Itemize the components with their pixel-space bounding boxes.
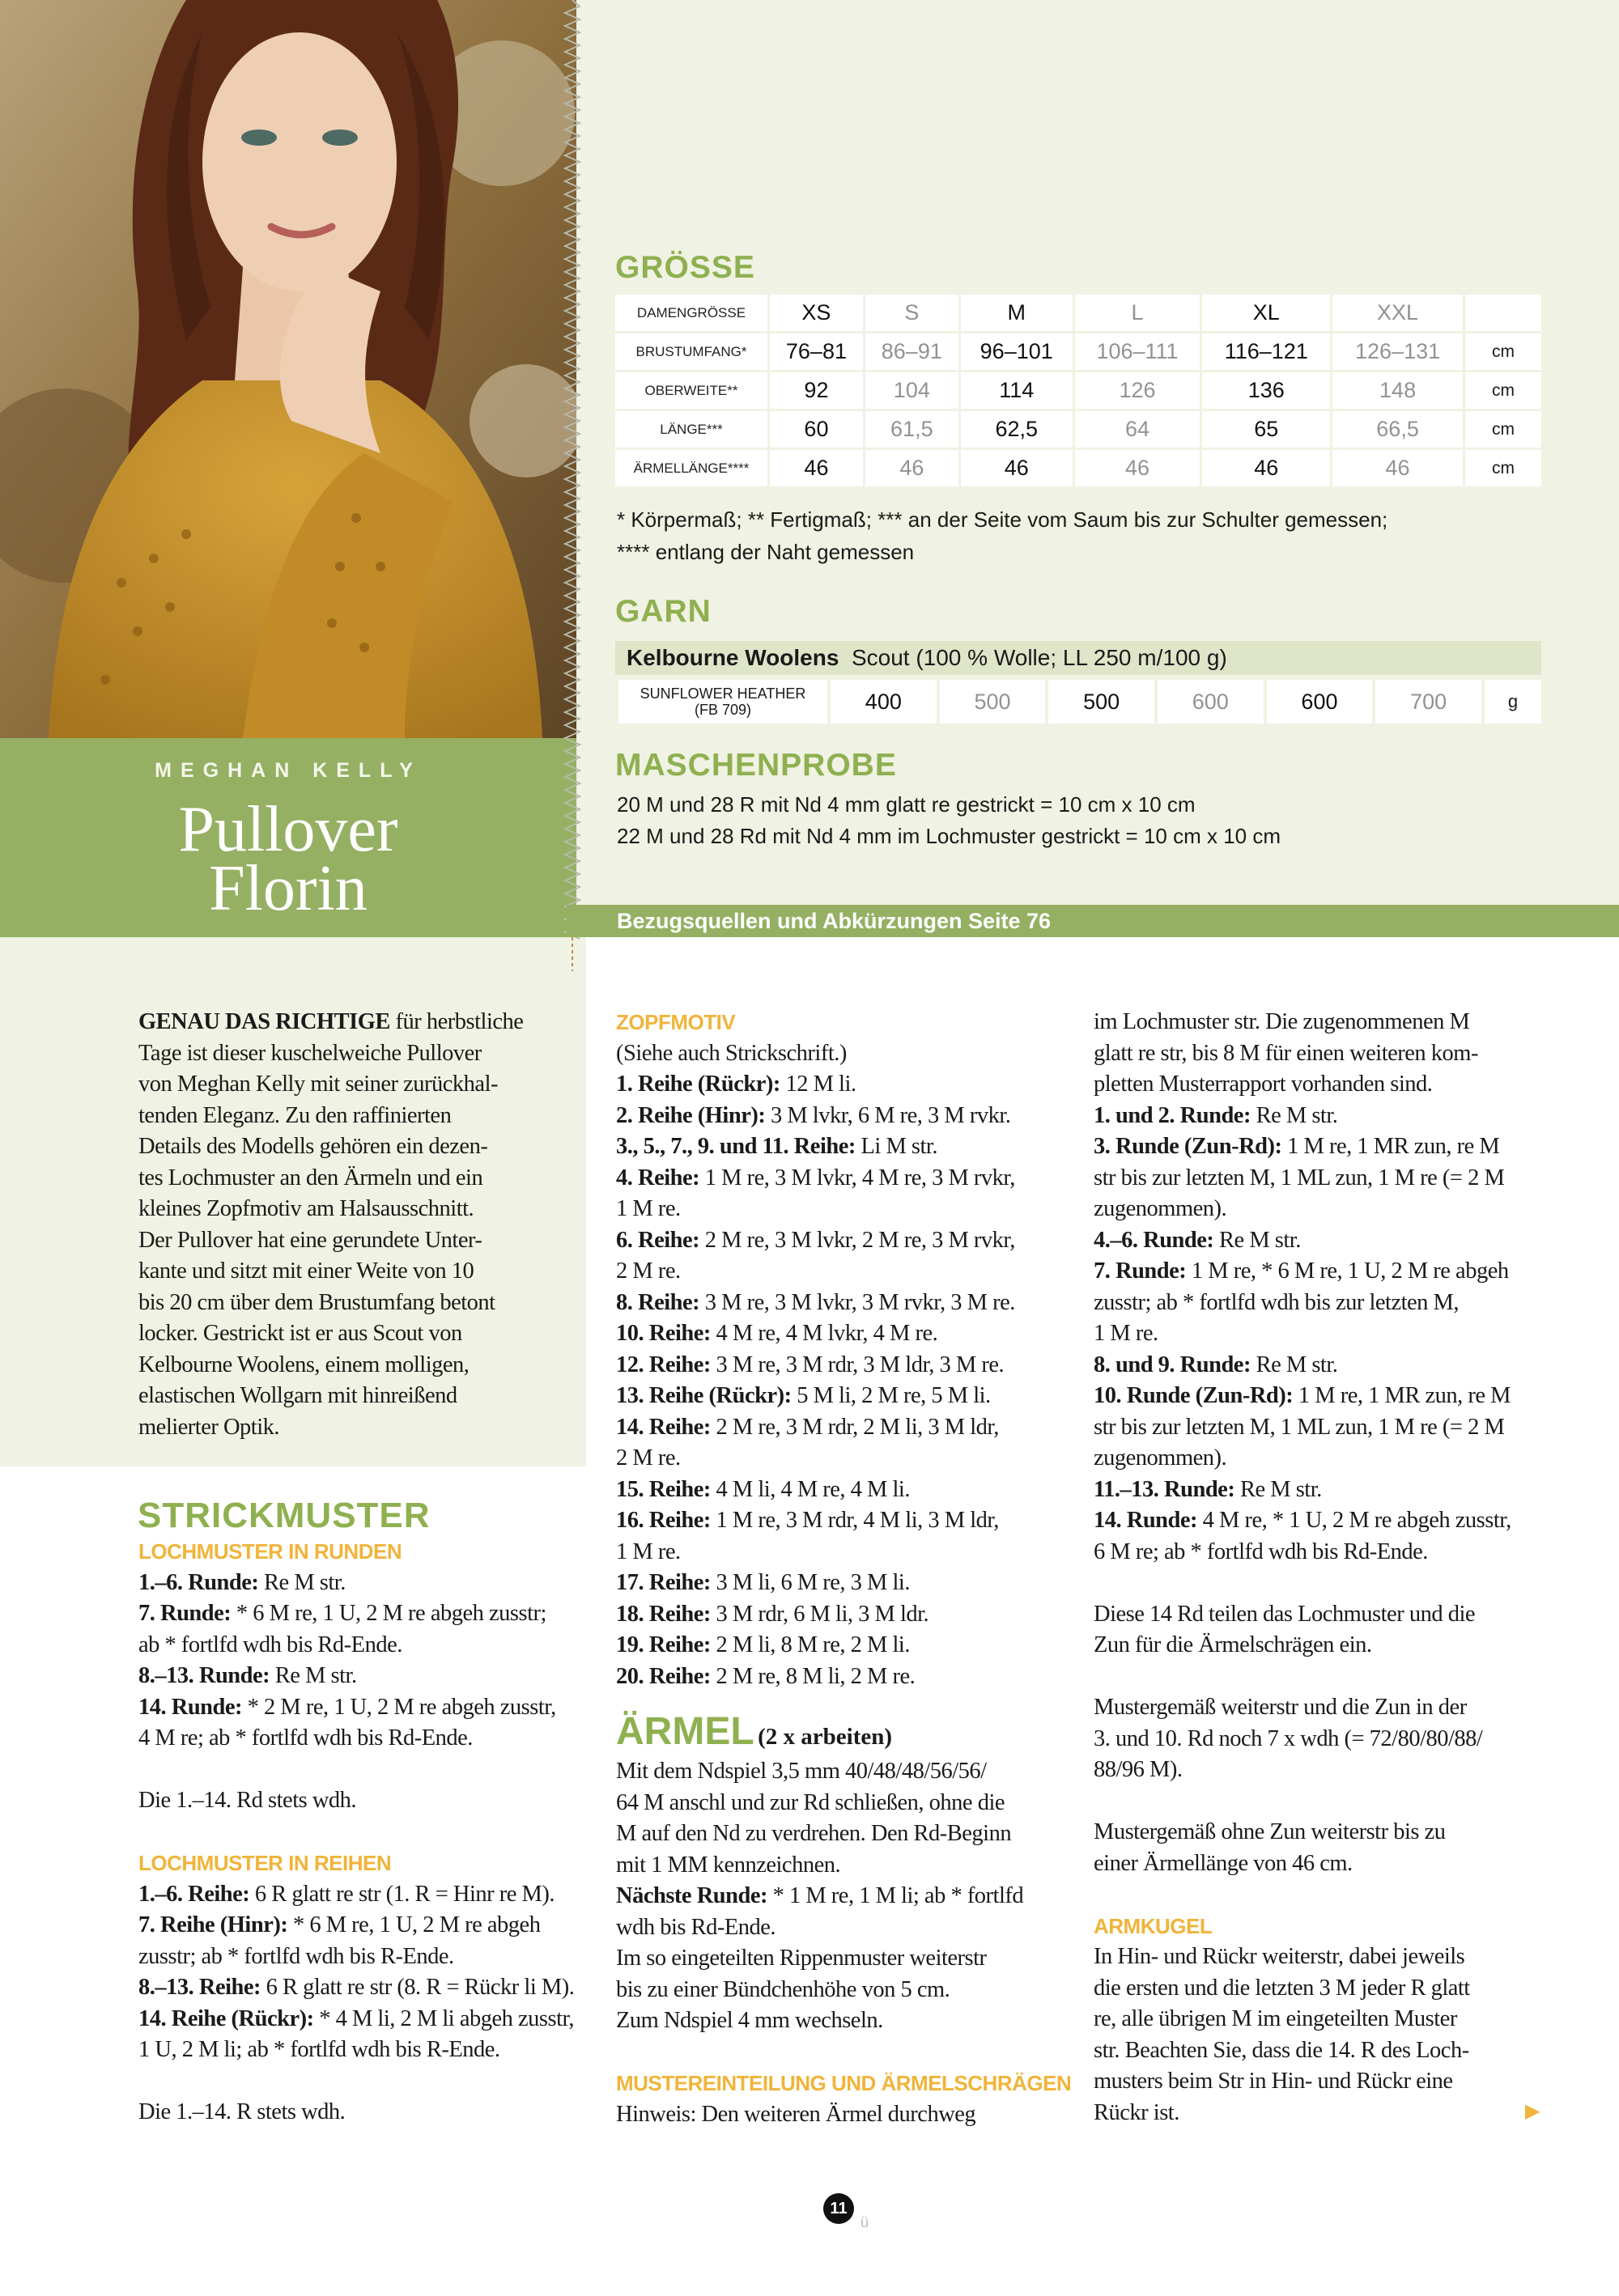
cable-section [616, 1007, 1077, 1692]
line-bold: 2. Reihe (Hinr): [616, 1102, 766, 1128]
line-text: 6 R glatt re str (1. R = Hinr re M). [249, 1881, 555, 1907]
text-line: In Hin- und Rückr weiterstr, dabei jeweils [1094, 1944, 1465, 1969]
text-line: musters beim Str in Hin- und Rückr eine [1094, 2069, 1453, 2094]
text-line [616, 1975, 1077, 2006]
line-bold: 3., 5., 7., 9. und 11. Reihe: [616, 1134, 856, 1159]
line-text: 64 M anschl und zur Rd schließen, ohne die [616, 1789, 1005, 1815]
yarn-brand: Kelbourne Woolens [627, 645, 839, 670]
cell: 65 [1202, 411, 1330, 448]
reference-text: Bezugsquellen und Abkürzungen Seite 76 [617, 909, 1052, 933]
size-footnote-2: **** entlang der Naht gemessen [617, 540, 915, 564]
text-line [1094, 1007, 1579, 1038]
cell: 76–81 [770, 333, 863, 370]
text-line [616, 1630, 1077, 1662]
gauge-heading: MASCHENPROBE [615, 748, 897, 783]
amount: 600 [1267, 680, 1373, 724]
text-line [616, 1943, 1077, 1975]
text-line [1094, 1038, 1579, 1070]
cell: 136 [1202, 372, 1330, 409]
text-line: einer Ärmellänge von 46 cm. [1094, 1850, 1353, 1876]
line-text: 6 M re; ab * fortlfd wdh bis Rd-Ende. [1094, 1538, 1428, 1564]
intro-line: tenden Eleganz. Zu den raffinierten [138, 1102, 452, 1128]
text-line [616, 1881, 1077, 1912]
line-text: 3 M re, 3 M lvkr, 3 M rvkr, 3 M re. [699, 1289, 1015, 1315]
yarn-row [618, 680, 1541, 724]
line-text: str bis zur letzten M, 1 ML zun, 1 M re (= 2 M [1094, 1414, 1505, 1440]
text-line [138, 1568, 592, 1599]
line-bold: 17. Reihe: [616, 1570, 711, 1595]
size-table-corner: DAMENGRÖSSE [615, 295, 767, 331]
yarn-description-bar [615, 641, 1541, 675]
cell: 46 [1332, 450, 1463, 486]
text-line [616, 1256, 1077, 1288]
text-line [616, 1912, 1077, 1944]
text-line [1094, 1069, 1579, 1101]
line-bold: 8.–13. Runde: [138, 1663, 270, 1688]
cell: 116–121 [1202, 333, 1330, 370]
yarn-heading: GARN [615, 594, 712, 629]
cell: 148 [1332, 372, 1463, 409]
line-text: 3 M lvkr, 6 M re, 3 M rvkr. [765, 1102, 1011, 1128]
gauge-line-1: 20 M und 28 R mit Nd 4 mm glatt re gestrickt = 10 cm x 10 cm [617, 792, 1196, 817]
cap-heading: ARMKUGEL [1094, 1913, 1213, 1938]
cell: 46 [770, 450, 863, 486]
line-text: 1 M re. [616, 1538, 681, 1564]
cell: 96–101 [961, 333, 1073, 370]
unit-header [1465, 295, 1541, 331]
line-bold: 1.–6. Reihe: [138, 1881, 250, 1907]
text-line: Zun für die Ärmelschrägen ein. [1094, 1632, 1372, 1657]
cell: 92 [770, 372, 863, 409]
intro-line: Details des Modells gehören ein dezen- [138, 1134, 488, 1159]
row-label: BRUSTUMFANG* [615, 333, 767, 370]
intro-line: tes Lochmuster an den Ärmeln und ein [138, 1165, 483, 1190]
line-text: 1 M re. [1094, 1321, 1158, 1346]
size-footnote-1: * Körpermaß; ** Fertigmaß; *** an der Seite vom Saum bis zur Schulter gemessen; [617, 507, 1388, 532]
line-text: zugenommen). [1094, 1196, 1227, 1221]
line-text: ab * fortlfd wdh bis Rd-Ende. [138, 1632, 402, 1657]
division-line: Hinweis: Den weiteren Ärmel durchweg [616, 2101, 976, 2127]
size-l: L [1075, 295, 1200, 331]
text-line [616, 1350, 1077, 1381]
page-mark: ü [860, 2214, 869, 2230]
cell: 64 [1075, 411, 1200, 448]
text-line [616, 1318, 1077, 1350]
round-pattern-note: Die 1.–14. Rd stets wdh. [138, 1788, 357, 1813]
cell: 46 [1202, 450, 1330, 486]
text-line [138, 1630, 592, 1662]
line-text: zusstr; ab * fortlfd wdh bis zur letzten M, [1094, 1289, 1460, 1315]
note-paragraph-1 [1094, 1599, 1579, 1662]
text-line [138, 1879, 592, 1911]
line-text: M auf den Nd zu verdrehen. Den Rd-Beginn [616, 1821, 1012, 1846]
size-header-row [615, 295, 1541, 331]
text-line [616, 1194, 1077, 1225]
line-text: 3 M re, 3 M rdr, 3 M ldr, 3 M re. [710, 1352, 1005, 1377]
line-text: 2 M re, 3 M lvkr, 2 M re, 3 M rvkr, [699, 1227, 1015, 1253]
strickmuster-heading: STRICKMUSTER [138, 1496, 431, 1535]
text-line [616, 1412, 1077, 1444]
yarn-amount-table [615, 677, 1545, 727]
text-line [1094, 1350, 1579, 1381]
round-pattern-section [138, 1536, 592, 2128]
line-bold: 19. Reihe: [616, 1632, 711, 1657]
text-line [138, 2004, 592, 2035]
line-bold: 20. Reihe: [616, 1663, 711, 1689]
sleeve-heading-note: (2 x arbeiten) [758, 1724, 893, 1750]
text-line [138, 1661, 592, 1692]
intro-line: locker. Gestrickt ist er aus Scout von [138, 1321, 462, 1346]
text-line [1094, 1318, 1579, 1350]
cable-lines [616, 1038, 1077, 1693]
line-bold: 10. Runde (Zun-Rd): [1094, 1383, 1294, 1408]
line-bold: 7. Reihe (Hinr): [138, 1912, 288, 1937]
text-line [138, 1692, 592, 1724]
line-bold: 14. Runde: [1094, 1508, 1198, 1533]
text-line: Mustergemäß weiterstr und die Zun in der [1094, 1695, 1467, 1720]
text-line [1094, 1443, 1579, 1475]
intro-line [138, 1007, 576, 1038]
page-number: 11 [823, 2193, 854, 2224]
text-line [616, 1038, 1077, 1070]
size-row [615, 411, 1541, 448]
text-line [1094, 1412, 1579, 1444]
text-line [616, 1288, 1077, 1319]
text-line [1094, 1225, 1579, 1257]
text-line: Diese 14 Rd teilen das Lochmuster und die [1094, 1601, 1476, 1627]
text-line [138, 2035, 592, 2066]
line-text: 2 M re, 3 M rdr, 2 M li, 3 M ldr, [710, 1414, 999, 1440]
size-row [615, 450, 1541, 486]
intro-lead: GENAU DAS RICHTIGE [138, 1009, 390, 1034]
text-line: Rückr ist. [1094, 2099, 1179, 2125]
text-line [616, 1505, 1077, 1537]
size-m: M [961, 295, 1073, 331]
row-label: OBERWEITE** [615, 372, 767, 409]
line-text: Re M str. [1250, 1102, 1338, 1128]
text-line: re, alle übrigen M im eingeteilten Muster [1094, 2006, 1457, 2031]
line-text: Re M str. [1213, 1227, 1301, 1253]
line-text: zugenommen). [1094, 1445, 1227, 1471]
sleeve-heading: ÄRMEL [616, 1710, 754, 1753]
text-line [138, 1942, 592, 1973]
line-text: 1 M re, * 6 M re, 1 U, 2 M re abgeh [1186, 1258, 1509, 1284]
round-pattern-heading: LOCHMUSTER IN RUNDEN [138, 1539, 402, 1564]
size-heading: GRÖSSE [615, 250, 755, 285]
line-bold: 4.–6. Runde: [1094, 1227, 1214, 1253]
round-pattern-lines [138, 1568, 592, 1755]
text-line [616, 1756, 1077, 1788]
line-bold: 8. und 9. Runde: [1094, 1352, 1251, 1377]
unit-cell: cm [1465, 411, 1541, 448]
line-text: 2 M re. [616, 1445, 681, 1471]
size-row [615, 372, 1541, 409]
column-3 [1094, 1007, 1579, 2128]
line-text: (Siehe auch Strickschrift.) [616, 1040, 847, 1066]
unit-cell: cm [1465, 372, 1541, 409]
model-photo [0, 0, 576, 738]
line-text: * 4 M li, 2 M li abgeh zusstr, [313, 2005, 574, 2031]
cell: 106–111 [1075, 333, 1200, 370]
amount: 600 [1158, 680, 1264, 724]
yarn-color [618, 680, 827, 724]
line-bold: 1. und 2. Runde: [1094, 1102, 1251, 1128]
cell: 46 [865, 450, 958, 486]
line-text: Re M str. [1250, 1352, 1338, 1377]
size-row [615, 333, 1541, 370]
row-pattern-lines [138, 1879, 592, 2066]
line-bold: 8. Reihe: [616, 1289, 700, 1315]
text-line [616, 1131, 1077, 1163]
line-text: 1 M re, 1 MR zun, re M [1281, 1134, 1500, 1159]
line-text: 2 M li, 8 M re, 2 M li. [710, 1632, 910, 1657]
line-text: 4 M li, 4 M re, 4 M li. [710, 1476, 910, 1502]
line-text: 3 M li, 6 M re, 3 M li. [710, 1570, 910, 1595]
row-label: LÄNGE*** [615, 411, 767, 448]
text-line [616, 1101, 1077, 1132]
text-line [616, 1475, 1077, 1506]
cell: 126–131 [1332, 333, 1463, 370]
size-xxl: XXL [1332, 295, 1463, 331]
line-text: Re M str. [1234, 1476, 1322, 1502]
line-bold: 6. Reihe: [616, 1227, 700, 1253]
zigzag-divider [562, 0, 583, 971]
text-line [1094, 1131, 1579, 1163]
text-line [1094, 1475, 1579, 1506]
text-line [616, 1819, 1077, 1850]
text-line: str. Beachten Sie, dass die 14. R des Loch- [1094, 2037, 1469, 2063]
line-bold: 1.–6. Runde: [138, 1569, 259, 1595]
row-label: ÄRMELLÄNGE**** [615, 450, 767, 486]
author-name: MEGHAN KELLY [155, 759, 422, 782]
text-line [138, 1910, 592, 1942]
intro-line: elastischen Wollgarn mit hinreißend [138, 1383, 457, 1408]
text-line: Mustergemäß ohne Zun weiterstr bis zu [1094, 1819, 1446, 1844]
line-text: * 2 M re, 1 U, 2 M re abgeh zusstr, [242, 1694, 556, 1720]
size-s: S [865, 295, 958, 331]
amount: 400 [831, 680, 937, 724]
line-bold: 14. Reihe (Rückr): [138, 2005, 314, 2031]
pattern-title-line1: Pullover [178, 794, 398, 865]
text-line [616, 1537, 1077, 1568]
line-bold: 15. Reihe: [616, 1476, 711, 1502]
line-text: glatt re str, bis 8 M für einen weiteren kom- [1094, 1040, 1478, 1066]
line-text: 3 M rdr, 6 M li, 3 M ldr. [710, 1601, 929, 1627]
intro-text [138, 1007, 576, 1443]
line-text: 2 M re, 8 M li, 2 M re. [710, 1663, 916, 1689]
pattern-title-line2: Florin [209, 853, 368, 924]
line-text: zusstr; ab * fortlfd wdh bis R-Ende. [138, 1943, 454, 1969]
line-text: 4 M re, * 1 U, 2 M re abgeh zusstr, [1197, 1508, 1511, 1533]
sleeve-heading-wrap [616, 1709, 892, 1754]
division-heading: MUSTEREINTEILUNG UND ÄRMELSCHRÄGEN [616, 2071, 1072, 2095]
line-text: str bis zur letzten M, 1 ML zun, 1 M re (= 2 M [1094, 1165, 1505, 1190]
line-text: mit 1 MM kennzeichnen. [616, 1852, 841, 1878]
text-line [138, 1972, 592, 2004]
text-line [616, 1443, 1077, 1475]
text-line [1094, 1381, 1579, 1412]
line-text: 1 M re, 1 MR zun, re M [1293, 1383, 1511, 1408]
cell: 114 [961, 372, 1073, 409]
intro-line: Tage ist dieser kuschelweiche Pullover [138, 1040, 482, 1066]
text-line [1094, 1537, 1579, 1568]
line-text: 1 M re, 3 M lvkr, 4 M re, 3 M rvkr, [699, 1165, 1015, 1190]
intro-line: von Meghan Kelly mit seiner zurückhal- [138, 1072, 498, 1097]
line-bold: 7. Runde: [138, 1601, 232, 1626]
cell: 46 [1075, 450, 1200, 486]
line-text: * 1 M re, 1 M li; ab * fortlfd [767, 1883, 1024, 1908]
note-paragraph-3 [1094, 1817, 1579, 1879]
line-bold: 14. Reihe: [616, 1414, 711, 1440]
line-text: bis zu einer Bündchenhöhe von 5 cm. [616, 1976, 950, 2002]
line-text: wdh bis Rd-Ende. [616, 1914, 776, 1940]
line-bold: 7. Runde: [1094, 1258, 1187, 1284]
text-line: 88/96 M). [1094, 1757, 1183, 1782]
text-line [616, 1568, 1077, 1599]
text-line [138, 1598, 592, 1630]
line-bold: 13. Reihe (Rückr): [616, 1383, 792, 1408]
line-text: * 6 M re, 1 U, 2 M re abgeh zusstr; [231, 1601, 546, 1626]
unit-cell: cm [1465, 450, 1541, 486]
text-line [138, 1723, 592, 1755]
cell: 46 [961, 450, 1073, 486]
line-bold: 14. Runde: [138, 1694, 243, 1720]
line-text: 5 M li, 2 M re, 5 M li. [791, 1383, 991, 1408]
line-text: * 6 M re, 1 U, 2 M re abgeh [287, 1912, 541, 1937]
text-line: die ersten und die letzten 3 M jeder R glatt [1094, 1975, 1470, 2001]
row-pattern-note: Die 1.–14. R stets wdh. [138, 2099, 346, 2124]
line-bold: 12. Reihe: [616, 1352, 711, 1377]
line-text: Mit dem Ndspiel 3,5 mm 40/48/48/56/56/ [616, 1759, 987, 1784]
row-pattern-heading: LOCHMUSTER IN REIHEN [138, 1851, 392, 1875]
size-xl: XL [1202, 295, 1330, 331]
cell: 66,5 [1332, 411, 1463, 448]
line-bold: 8.–13. Reihe: [138, 1975, 261, 2000]
unit-cell: cm [1465, 333, 1541, 370]
cell: 86–91 [865, 333, 958, 370]
text-line [616, 1225, 1077, 1257]
text-line [1094, 1194, 1579, 1225]
cap-lines [1094, 1942, 1579, 2128]
text-line [616, 1069, 1077, 1101]
line-text: 4 M re; ab * fortlfd wdh bis Rd-Ende. [138, 1725, 473, 1751]
text-line [1094, 1288, 1579, 1319]
text-line [616, 1163, 1077, 1195]
amount: 500 [1048, 680, 1154, 724]
sleeve-lines [616, 1756, 1077, 2037]
amount-unit: g [1485, 680, 1541, 724]
line-text: 12 M li. [780, 1072, 856, 1097]
cell: 62,5 [961, 411, 1073, 448]
cell: 126 [1075, 372, 1200, 409]
text-line: 3. und 10. Rd noch 7 x wdh (= 72/80/80/88/ [1094, 1725, 1483, 1751]
line-bold: 4. Reihe: [616, 1165, 700, 1190]
sleeve-increase-lines [1094, 1007, 1579, 1568]
line-bold: Nächste Runde: [616, 1883, 767, 1908]
cell: 61,5 [865, 411, 958, 448]
line-text: 1 M re, 3 M rdr, 4 M li, 3 M ldr, [710, 1508, 999, 1533]
cell: 104 [865, 372, 958, 409]
text-line [1094, 1101, 1579, 1132]
text-line [1094, 1256, 1579, 1288]
text-line [616, 1788, 1077, 1819]
yarn-color-name: SUNFLOWER HEATHER [640, 685, 806, 702]
line-text: 4 M re, 4 M lvkr, 4 M re. [710, 1321, 938, 1346]
text-line [616, 2005, 1077, 2037]
line-text: Re M str. [270, 1663, 357, 1688]
line-text: Re M str. [258, 1569, 346, 1595]
line-bold: 11.–13. Runde: [1094, 1476, 1235, 1502]
line-text: 1 U, 2 M li; ab * fortlfd wdh bis R-Ende. [138, 2037, 500, 2062]
intro-lines [138, 1038, 576, 1444]
line-bold: 10. Reihe: [616, 1321, 711, 1346]
yarn-description: Scout (100 % Wolle; LL 250 m/100 g) [851, 645, 1227, 670]
line-text: 6 R glatt re str (8. R = Rückr li M). [261, 1975, 575, 2000]
gauge-line-2: 22 M und 28 Rd mit Nd 4 mm im Lochmuster gestrickt = 10 cm x 10 cm [617, 824, 1281, 848]
text-line [616, 1662, 1077, 1693]
note-paragraph-2 [1094, 1692, 1579, 1786]
size-table [613, 292, 1544, 489]
text-line [1094, 1505, 1579, 1537]
yarn-color-code: (FB 709) [694, 702, 752, 718]
intro-line: kante und sitzt mit einer Weite von 10 [138, 1258, 474, 1284]
text-line [616, 1599, 1077, 1631]
line-text: Zum Ndspiel 4 mm wechseln. [616, 2008, 883, 2033]
amount: 500 [940, 680, 1046, 724]
line-text: 2 M re. [616, 1258, 681, 1284]
intro-line-0: für herbstliche [389, 1009, 524, 1034]
sleeve-section [616, 1756, 1077, 2130]
intro-line: melierter Optik. [138, 1414, 280, 1440]
line-text: pletten Musterrapport vorhanden sind. [1094, 1072, 1433, 1097]
text-line [616, 1850, 1077, 1882]
amount: 700 [1375, 680, 1481, 724]
line-text: Im so eingeteilten Rippenmuster weiterstr [616, 1946, 987, 1971]
text-line [1094, 1163, 1579, 1195]
cell: 60 [770, 411, 863, 448]
line-text: Li M str. [855, 1134, 937, 1159]
line-text: im Lochmuster str. Die zugenommenen M [1094, 1009, 1470, 1034]
line-text: 1 M re. [616, 1196, 681, 1221]
line-bold: 16. Reihe: [616, 1508, 711, 1533]
continue-arrow-icon: ▶ [1525, 2099, 1540, 2122]
text-line [616, 1381, 1077, 1412]
intro-line: Der Pullover hat eine gerundete Unter- [138, 1227, 482, 1253]
line-bold: 18. Reihe: [616, 1601, 711, 1627]
line-bold: 3. Runde (Zun-Rd): [1094, 1134, 1282, 1159]
intro-line: bis 20 cm über dem Brustumfang betont [138, 1289, 495, 1315]
line-bold: 1. Reihe (Rückr): [616, 1072, 780, 1097]
cable-heading: ZOPFMOTIV [616, 1010, 736, 1034]
size-xs: XS [770, 295, 863, 331]
intro-line: kleines Zopfmotiv am Halsausschnitt. [138, 1196, 474, 1221]
intro-line: Kelbourne Woolens, einem molligen, [138, 1352, 470, 1377]
